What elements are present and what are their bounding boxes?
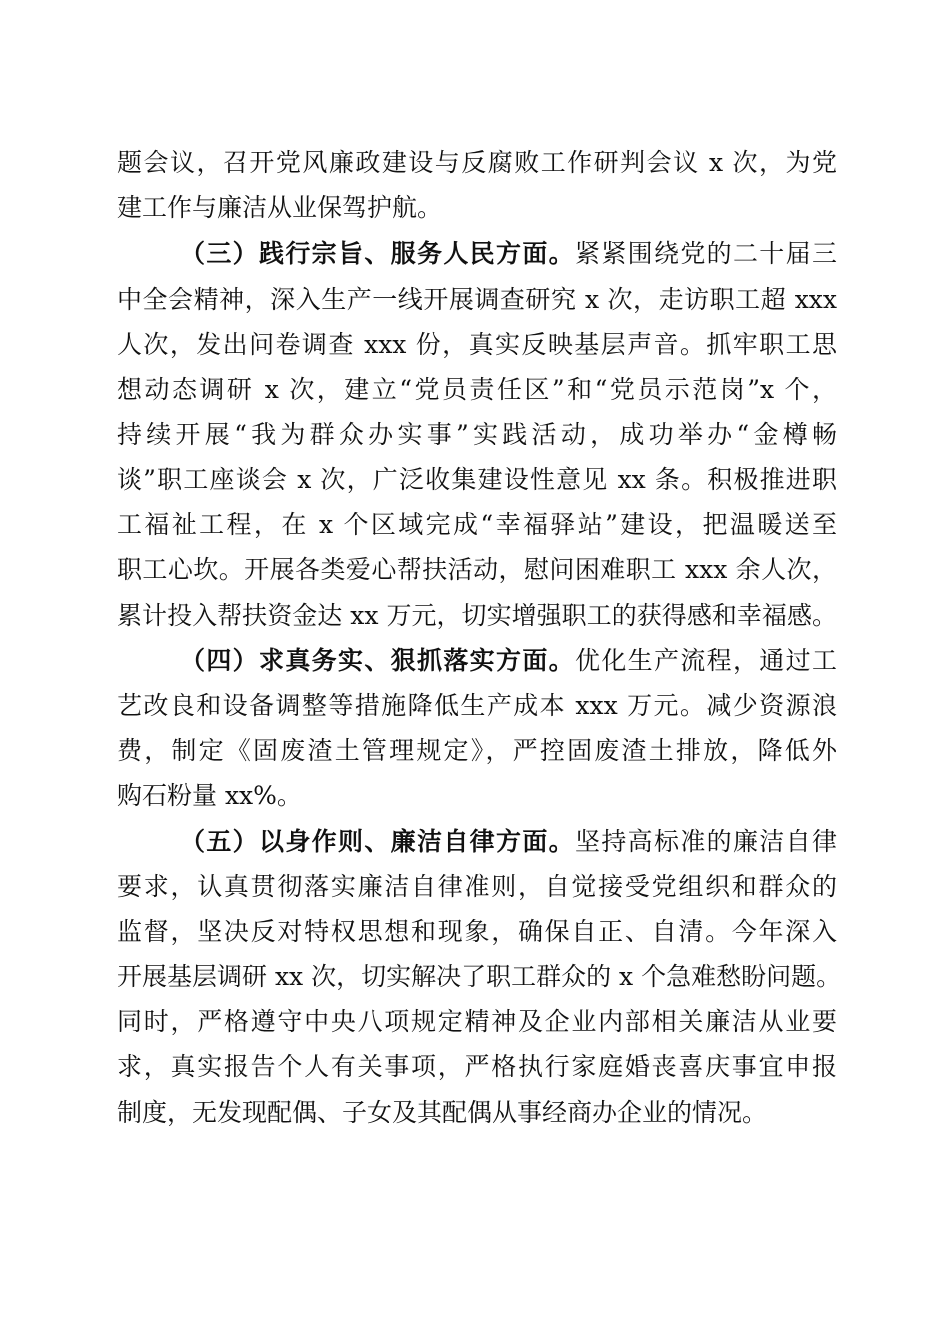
paragraph-2-line-1-text: 紧紧围绕党的二十届三 (574, 239, 837, 268)
paragraph-2-line-5: 持续开展“我为群众办实事”实践活动，成功举办“金樽畅 (117, 420, 837, 449)
paragraph-3-first-line (180, 641, 837, 681)
paragraph-4-line-4: 开展基层调研 xx 次，切实解决了职工群众的 x 个急难愁盼问题。 (117, 962, 842, 991)
paragraph-2-line-3: 人次，发出问卷调查 xxx 份，真实反映基层声音。抓牢职工思 (117, 330, 837, 359)
paragraph-3-line-2: 艺改良和设备调整等措施降低生产成本 xxx 万元。减少资源浪 (117, 691, 837, 720)
paragraph-1-line-2: 建工作与廉洁从业保驾护航。 (117, 193, 443, 222)
paragraph-2-line-7: 工福祉工程，在 x 个区域完成“幸福驿站”建设，把温暖送至 (117, 510, 837, 539)
paragraph-4-line-1-text: 坚持高标准的廉洁自律 (574, 827, 837, 856)
paragraph-4-line-2: 要求，认真贯彻落实廉洁自律准则，自觉接受党组织和群众的 (117, 872, 837, 901)
paragraph-2-line-4: 想动态调研 x 次，建立“党员责任区”和“党员示范岗”x 个， (117, 375, 837, 404)
paragraph-2-line-8: 职工心坎。开展各类爱心帮扶活动，慰问困难职工 xxx 余人次， (117, 555, 837, 584)
paragraph-2-first-line (180, 234, 837, 274)
section-heading-4: （四）求真务实、狠抓落实方面。 (180, 646, 575, 675)
paragraph-2-line-6: 谈”职工座谈会 x 次，广泛收集建设性意见 xx 条。积极推进职 (117, 465, 837, 494)
paragraph-2-line-9: 累计投入帮扶资金达 xx 万元，切实增强职工的获得感和幸福感。 (117, 601, 837, 630)
section-heading-3: （三）践行宗旨、服务人民方面。 (180, 239, 575, 268)
paragraph-3-line-1-text: 优化生产流程，通过工 (574, 646, 837, 675)
paragraph-4-line-7: 制度，无发现配偶、子女及其配偶从事经商办企业的情况。 (117, 1098, 768, 1127)
paragraph-4-first-line (180, 822, 837, 862)
paragraph-1-line-1: 题会议，召开党风廉政建设与反腐败工作研判会议 x 次，为党 (117, 148, 837, 177)
paragraph-4-line-3: 监督，坚决反对特权思想和现象，确保自正、自清。今年深入 (117, 917, 837, 946)
paragraph-4-line-6: 求，真实报告个人有关事项，严格执行家庭婚丧喜庆事宜申报 (117, 1052, 837, 1081)
paragraph-2-line-2: 中全会精神，深入生产一线开展调查研究 x 次，走访职工超 xxx (117, 285, 837, 314)
paragraph-3-line-3: 费，制定《固废渣土管理规定》，严控固废渣土排放，降低外 (117, 736, 837, 765)
paragraph-4-line-5: 同时，严格遵守中央八项规定精神及企业内部相关廉洁从业要 (117, 1007, 837, 1036)
section-heading-5: （五）以身作则、廉洁自律方面。 (180, 827, 575, 856)
paragraph-3-line-4: 购石粉量 xx%。 (117, 781, 302, 810)
